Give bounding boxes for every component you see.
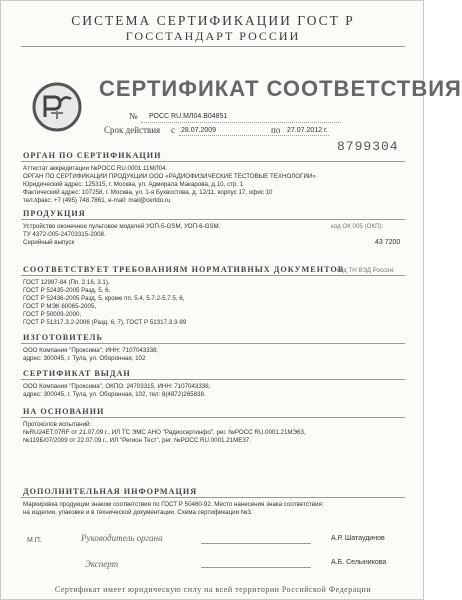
document-title: СЕРТИФИКАТ СООТВЕТСТВИЯ [99, 76, 462, 101]
validity-from: 28.07.2009 [181, 127, 217, 134]
basis-line: №RU24ET.07RF от 21.07.09 г., ИЛ ТС ЭМС АНО "Радиосертинфо", рег. №РОСС RU.0001.21МЭ63, [23, 429, 306, 436]
organ-divider [21, 161, 405, 162]
extra-line: на изделии, упаковке и в технической документации. Схема сертификации №3. [23, 509, 253, 516]
basis-heading: НА ОСНОВАНИИ [23, 407, 105, 416]
validity-to: 27.07.2012 г. [287, 127, 328, 134]
requirement-line: ГОСТ Р 52435-2005 Разд. 5, 6, [23, 287, 111, 294]
manufacturer-divider [21, 343, 405, 344]
stamp-label: М.П. [27, 537, 42, 544]
issued-divider [21, 379, 405, 380]
validity-to-word: по [271, 125, 281, 135]
manufacturer-line: адрес: 300045, г. Тула, ул. Оборонная, 102 [23, 355, 146, 362]
manufacturer-heading: ИЗГОТОВИТЕЛЬ [23, 333, 103, 342]
requirements-heading: СООТВЕТСТВУЕТ ТРЕБОВАНИЯМ НОРМАТИВНЫХ ДОКУМЕНТОВ [23, 265, 345, 274]
validity-label: Срок действия [104, 125, 161, 135]
validity-underline [179, 135, 329, 136]
expert-name: А.Б. Селыникова [331, 559, 387, 566]
issued-line: адрес: 300045, г. Тула, ул. Оборонная, 102, тел: 8(4872)265838. [23, 391, 206, 398]
system-title: СИСТЕМА СЕРТИФИКАЦИИ ГОСТ Р [71, 13, 355, 28]
tnved-code-label: код ТН ВЭД России: [337, 267, 395, 274]
expert-label: Эксперт [85, 559, 119, 569]
organ-line: Аттестат аккредитации №РОСС RU.0001.11МЛ04. [23, 165, 168, 172]
organ-line: ОРГАН ПО СЕРТИФИКАЦИИ ПРОДУКЦИИ ООО «РАДИОФИЗИЧЕСКИЕ ТЕСТОВЫЕ ТЕХНОЛОГИИ» [23, 173, 316, 180]
product-divider [21, 219, 405, 220]
agency-title: ГОССТАНДАРТ РОССИИ [125, 29, 301, 43]
extra-divider [21, 497, 405, 498]
head-name: А.Р. Шатаудинов [331, 535, 385, 542]
basis-line: №119Б/07/2009 от 22.07.09 г., ИЛ "Регион Тест", рег. №РОСС RU.0001.21МЕ37. [23, 437, 251, 444]
serial-number: 8799304 [337, 139, 399, 154]
manufacturer-line: ООО Компания "Проксима", ИНН: 7107043338, [23, 347, 159, 354]
product-line: ТУ 4372-005-24703315-2008. [23, 231, 106, 238]
product-heading: ПРОДУКЦИЯ [23, 209, 86, 218]
basis-divider [21, 417, 405, 418]
product-line: Серийный выпуск [23, 239, 75, 246]
organ-line: Фактический адрес: 107258, г. Москва, ул. 1-я Бухвостова, д. 12/11, корпус 17, офис 10 [23, 189, 273, 196]
header-divider [21, 46, 405, 47]
number-label: № [129, 111, 138, 121]
certificate-number: РОСС RU.МЛ04.В04851 [149, 113, 228, 120]
footer-note: Сертификат имеет юридическую силу на всей территории Российской Федерации [54, 585, 372, 594]
head-signature-line [201, 543, 311, 544]
requirement-line: ГОСТ 12997-84 (Пп. 2.16, 3.1), [23, 279, 110, 286]
okp-code-value: 43 7200 [375, 239, 401, 246]
organ-line: Юридический адрес: 125315, г. Москва, ул. Адмирала Макарова, д.10, стр. 1 [23, 181, 244, 188]
okp-code-label: код ОК 005 (ОКП): [331, 223, 384, 230]
requirements-divider [21, 275, 405, 276]
issued-line: ООО Компания "Проксима", ОКПО: 24703315, ИНН: 7107043338, [23, 383, 211, 390]
organ-heading: ОРГАН ПО СЕРТИФИКАЦИИ [23, 151, 162, 160]
product-line: Устройство оконечное пультовое моделей УОП-5-GSM, УОП-6-GSM. [23, 223, 221, 230]
validity-from-word: с [171, 125, 175, 135]
number-underline [141, 122, 341, 123]
head-label: Руководитель органа [81, 533, 163, 543]
organ-line: тел./факс: +7 (495) 748.7861, e-mail: mail@certdo.ru [23, 197, 171, 204]
expert-signature-line [201, 567, 311, 568]
issued-heading: СЕРТИФИКАТ ВЫДАН [23, 369, 131, 378]
extra-line: Маркировка продукции знаком соответствия по ГОСТ Р 50460-92. Место нанесения знака соответствия: [23, 501, 324, 508]
rst-logo-icon [31, 81, 83, 133]
requirement-line: ГОСТ Р 52436-2005 Разд. 5, кроме пп. 5.4, 5.7.2-5.7.5, 6, [23, 295, 185, 302]
extra-heading: ДОПОЛНИТЕЛЬНАЯ ИНФОРМАЦИЯ [23, 487, 198, 496]
requirement-line: ГОСТ Р 50009-2000, [23, 311, 82, 318]
requirement-line: ГОСТ Р МЭК 60065-2005, [23, 303, 97, 310]
requirement-line: ГОСТ Р 51317.3.2-2006 (Разд. 6, 7), ГОСТ Р 51317.3.3-99 [23, 319, 187, 326]
basis-line: Протоколов испытаний: [23, 421, 92, 428]
